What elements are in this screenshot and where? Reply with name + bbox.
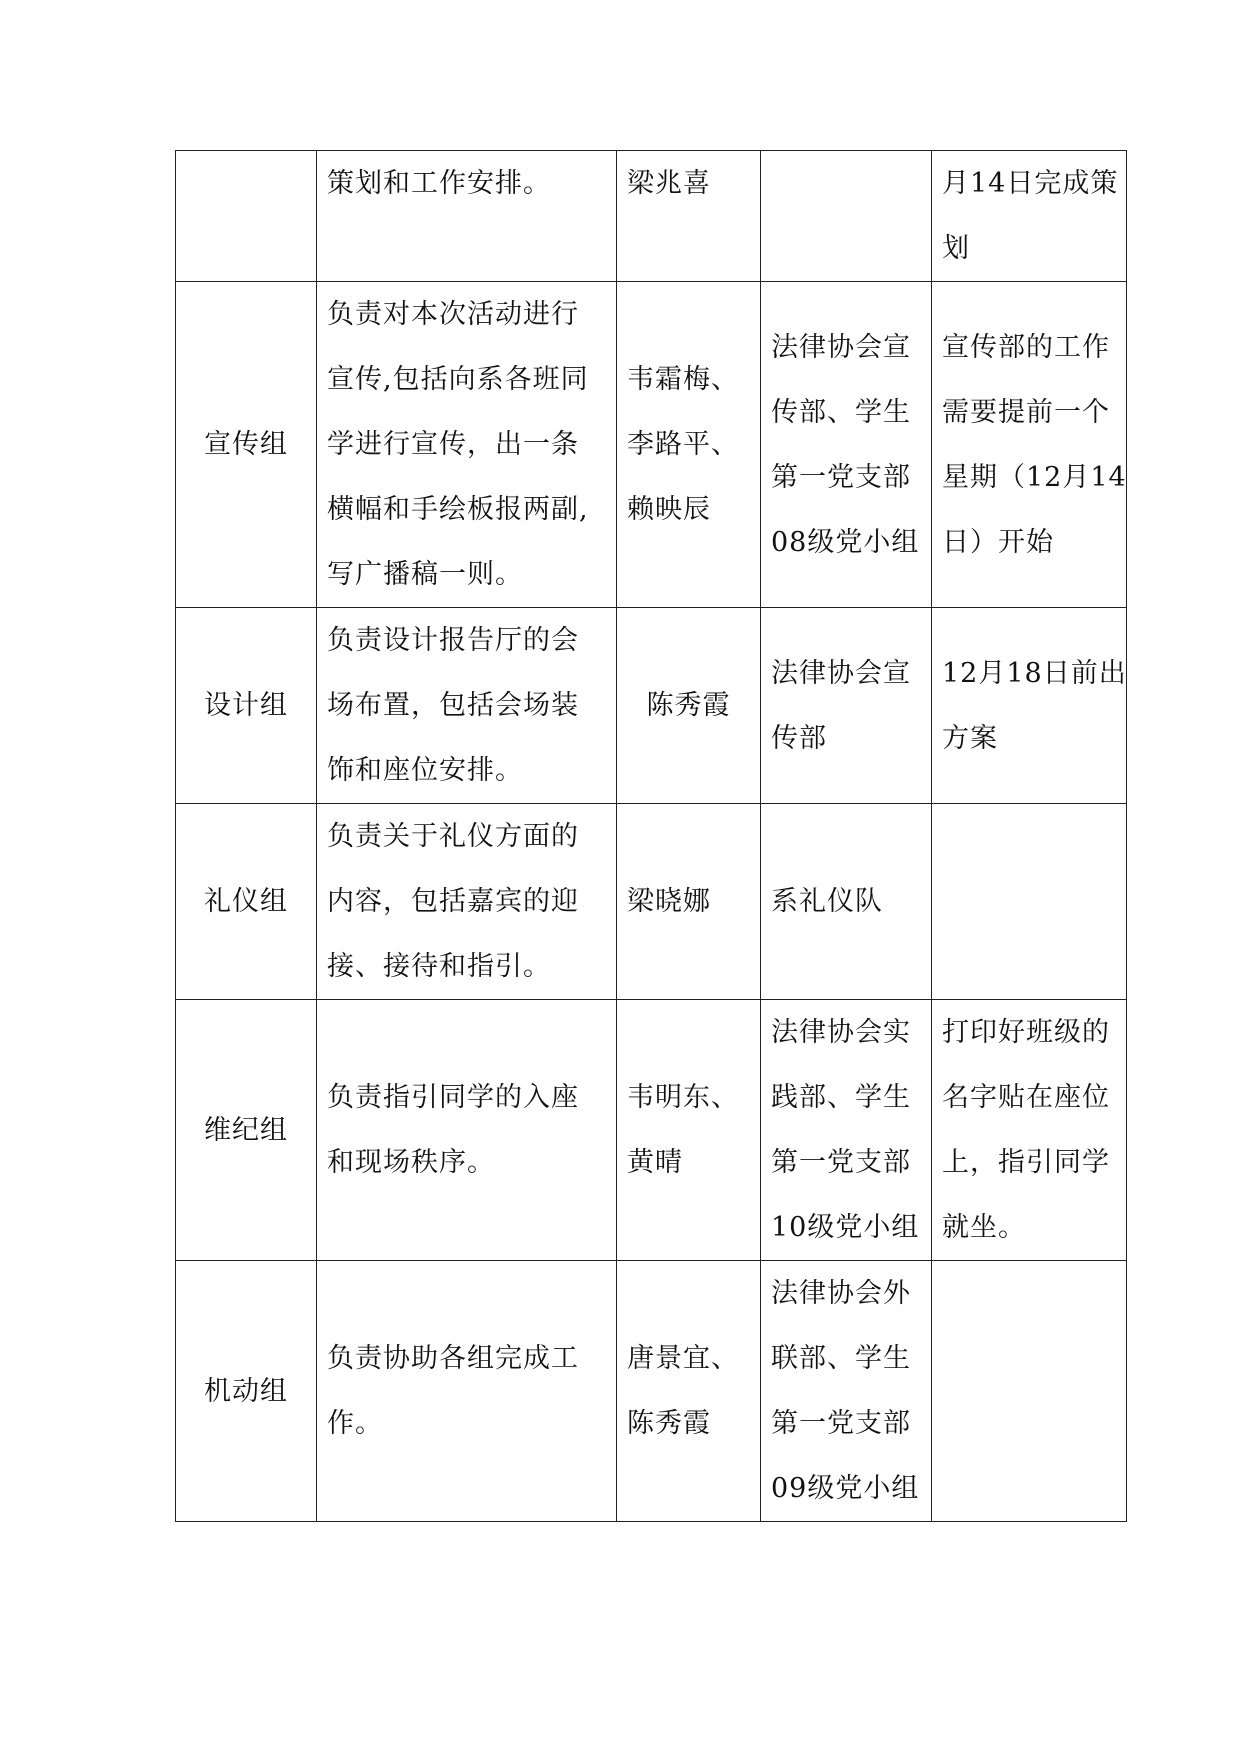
table-row [176, 151, 1127, 282]
note-cell: 宣传部的工作 需要提前一个 星期（12月14 日）开始 [932, 282, 1127, 608]
note-cell: 月14日完成策 划 [932, 151, 1127, 282]
table-row [176, 282, 1127, 608]
person-cell: 韦霜梅、 李路平、 赖映辰 [617, 282, 761, 608]
note-cell: 12月18日前出 方案 [932, 608, 1127, 804]
person-cell: 梁晓娜 [617, 804, 761, 1000]
group-cell: 宣传组 [176, 282, 317, 608]
task-table [175, 150, 1127, 1522]
note-cell [932, 1261, 1127, 1522]
org-cell [761, 151, 932, 282]
org-cell: 系礼仪队 [761, 804, 932, 1000]
org-cell: 法律协会宣 传部 [761, 608, 932, 804]
duty-cell: 负责设计报告厅的会 场布置，包括会场装 饰和座位安排。 [317, 608, 617, 804]
person-cell: 唐景宜、 陈秀霞 [617, 1261, 761, 1522]
person-cell: 陈秀霞 [617, 608, 761, 804]
table-row [176, 804, 1127, 1000]
group-cell [176, 151, 317, 282]
group-cell: 设计组 [176, 608, 317, 804]
duty-cell: 策划和工作安排。 [317, 151, 617, 282]
group-cell: 机动组 [176, 1261, 317, 1522]
org-cell: 法律协会外 联部、学生 第一党支部 09级党小组 [761, 1261, 932, 1522]
duty-cell: 负责关于礼仪方面的 内容，包括嘉宾的迎 接、接待和指引。 [317, 804, 617, 1000]
duty-cell: 负责协助各组完成工 作。 [317, 1261, 617, 1522]
person-cell: 韦明东、 黄晴 [617, 1000, 761, 1261]
note-cell [932, 804, 1127, 1000]
org-cell: 法律协会宣 传部、学生 第一党支部 08级党小组 [761, 282, 932, 608]
person-cell: 梁兆喜 [617, 151, 761, 282]
group-cell: 礼仪组 [176, 804, 317, 1000]
duty-cell: 负责指引同学的入座 和现场秩序。 [317, 1000, 617, 1261]
note-cell: 打印好班级的 名字贴在座位 上，指引同学 就坐。 [932, 1000, 1127, 1261]
group-cell: 维纪组 [176, 1000, 317, 1261]
table-row [176, 1000, 1127, 1261]
table-row [176, 608, 1127, 804]
org-cell: 法律协会实 践部、学生 第一党支部 10级党小组 [761, 1000, 932, 1261]
duty-cell: 负责对本次活动进行 宣传,包括向系各班同 学进行宣传，出一条 横幅和手绘板报两副, 写广播稿一则。 [317, 282, 617, 608]
table-row [176, 1261, 1127, 1522]
